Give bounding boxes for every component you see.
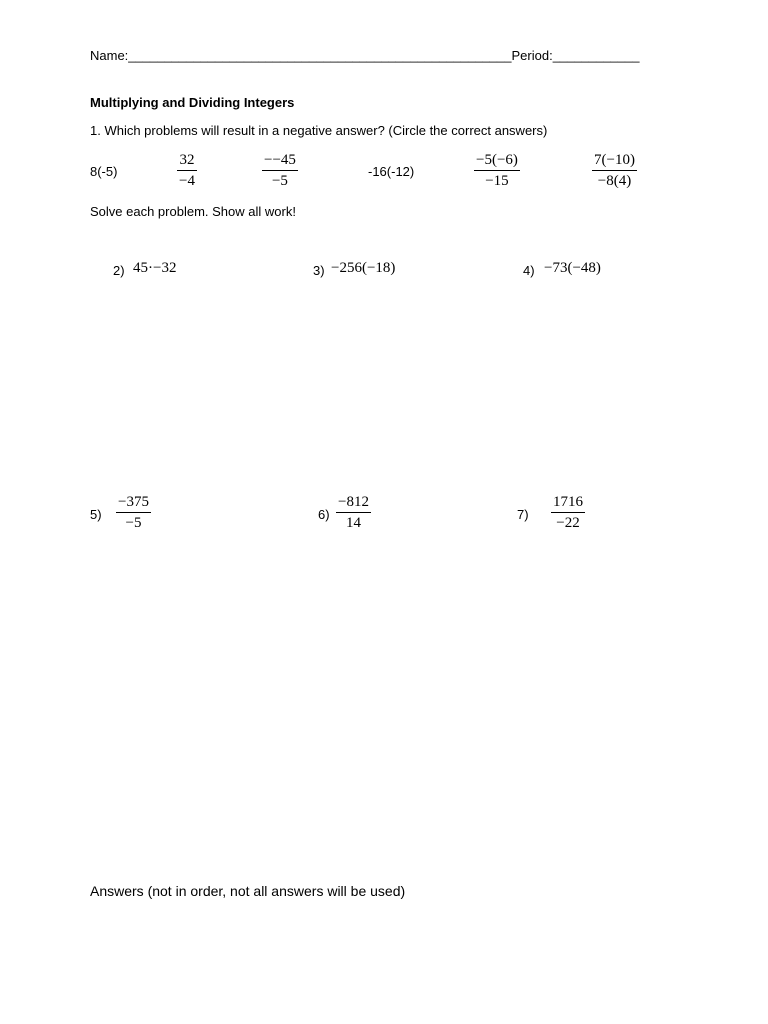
problem-7-numerator: 1716: [553, 494, 583, 510]
problem-5-fraction: [116, 494, 151, 532]
fraction-bar: [116, 512, 151, 513]
option-f-fraction[interactable]: [592, 152, 637, 190]
problem-4-expression: −73(−48): [544, 260, 601, 276]
fraction-bar: [551, 512, 585, 513]
answers-heading: Answers (not in order, not all answers will be used): [90, 883, 406, 899]
problem-5-label: 5): [90, 507, 102, 522]
problem-3-label: 3): [313, 263, 325, 278]
option-d[interactable]: -16(-12): [368, 164, 415, 179]
problem-3-expression: −256(−18): [331, 260, 396, 276]
problem-2-expression: 45·−32: [133, 260, 177, 276]
period-label: Period:: [511, 48, 553, 63]
problem-6-numerator: −812: [338, 494, 369, 510]
option-b-fraction[interactable]: [177, 152, 197, 190]
question-1-prompt: 1. Which problems will result in a negative answer? (Circle the correct answers): [90, 123, 548, 138]
problem-7-fraction: [551, 494, 585, 532]
fraction-bar: [336, 512, 371, 513]
fraction-bar: [262, 170, 298, 171]
name-line: [90, 48, 639, 63]
problem-2-label: 2): [113, 263, 125, 278]
fraction-bar: [592, 170, 637, 171]
problem-5-numerator: −375: [118, 494, 149, 510]
period-blank[interactable]: ____________: [552, 48, 640, 63]
problem-6-denominator: 14: [345, 515, 361, 531]
fraction-bar: [474, 170, 520, 171]
option-e-denominator: −15: [485, 173, 509, 189]
fraction-bar: [177, 170, 197, 171]
problem-7-denominator: −22: [556, 515, 580, 531]
problem-5-denominator: −5: [125, 515, 142, 531]
problem-6-label: 6): [318, 507, 330, 522]
name-blank[interactable]: _____________________________________________________: [128, 48, 512, 63]
option-e-fraction[interactable]: [474, 152, 520, 190]
problem-7-label: 7): [517, 507, 529, 522]
option-a[interactable]: 8(-5): [90, 164, 118, 179]
option-e-numerator: −5(−6): [476, 152, 518, 168]
instruction: Solve each problem. Show all work!: [90, 204, 296, 219]
option-b-numerator: 32: [179, 152, 195, 168]
worksheet-title: Multiplying and Dividing Integers: [90, 95, 295, 110]
option-c-fraction[interactable]: [262, 152, 298, 190]
option-c-numerator: −−45: [264, 152, 296, 168]
option-f-denominator: −8(4): [597, 173, 632, 189]
name-label: Name:: [90, 48, 129, 63]
option-c-denominator: −5: [271, 173, 288, 189]
option-b-denominator: −4: [179, 173, 195, 189]
option-f-numerator: 7(−10): [594, 152, 635, 168]
problem-4-label: 4): [523, 263, 535, 278]
problem-6-fraction: [336, 494, 371, 532]
